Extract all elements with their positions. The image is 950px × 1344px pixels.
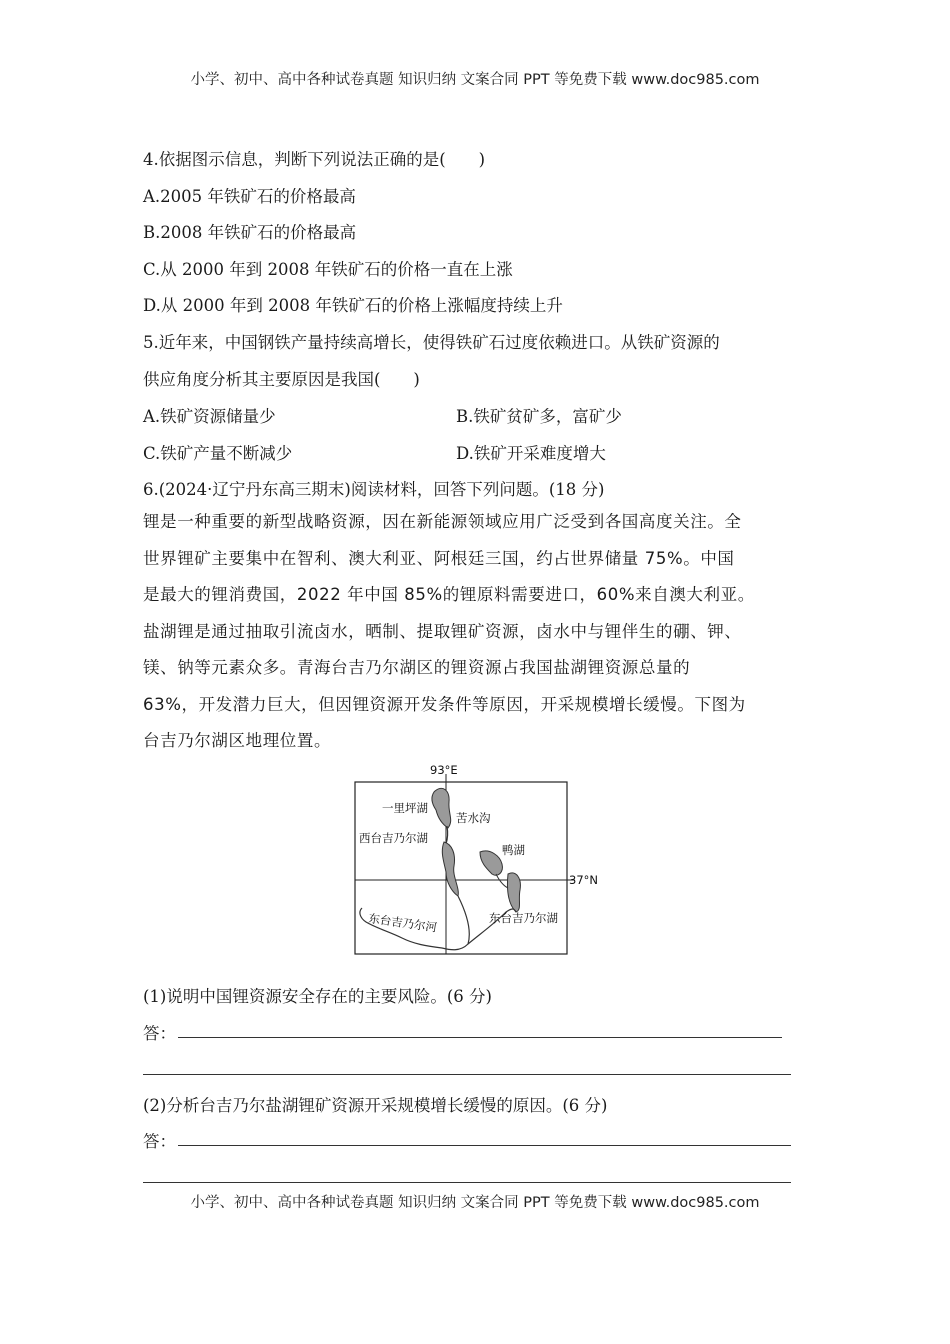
taijinaier-lake-map [330, 762, 610, 962]
material-line: 台吉乃尔湖区地理位置。 [143, 731, 332, 750]
page-header: 小学、初中、高中各种试卷真题 知识归纳 文案合同 PPT 等免费下载 www.doc985.com [190, 72, 760, 88]
material-line: 盐湖锂是通过抽取引流卤水，晒制、提取锂矿资源，卤水中与锂伴生的硼、钾、 [143, 621, 742, 641]
east-lake-label: 东台吉乃尔湖 [489, 911, 558, 925]
q4-option-a: A.2005 年铁矿石的价格最高 [143, 187, 356, 206]
q5-option-a: A.铁矿资源储量少 [143, 407, 276, 426]
ya-lake-shape [480, 851, 502, 875]
q5-option-d: D.铁矿开采难度增大 [456, 444, 606, 463]
lat-label: 37°N [569, 873, 598, 887]
east-taijinaier-lake-shape [507, 873, 520, 912]
q6-stem: 6.(2024·辽宁丹东高三期末)阅读材料，回答下列问题。(18 分) [143, 480, 605, 499]
answer-line[interactable] [178, 1145, 791, 1146]
yahu-label: 鸭湖 [502, 843, 525, 857]
q5-stem-line2: 供应角度分析其主要原因是我国( ) [143, 370, 420, 389]
q5-option-c: C.铁矿产量不断减少 [143, 444, 293, 463]
answer-label-1: 答： [143, 1024, 176, 1043]
material-line: 是最大的锂消费国，2022 年中国 85%的锂原料需要进口，60%来自澳大利亚。 [143, 585, 755, 604]
material-line: 世界锂矿主要集中在智利、澳大利亚、阿根廷三国，约占世界储量 75%。中国 [143, 548, 735, 568]
q5-option-b: B.铁矿贫矿多，富矿少 [456, 407, 622, 426]
answer-line[interactable] [143, 1074, 791, 1075]
yiliping-lake-shape [432, 788, 451, 828]
yiliping-label: 一里坪湖 [382, 801, 428, 815]
q6-material [143, 504, 811, 760]
answer-line[interactable] [143, 1182, 791, 1183]
east-river-label: 东台吉乃尔河 [367, 911, 438, 935]
page-footer: 小学、初中、高中各种试卷真题 知识归纳 文案合同 PPT 等免费下载 www.doc985.com [190, 1195, 760, 1211]
q4-option-b: B.2008 年铁矿石的价格最高 [143, 223, 357, 242]
ya-east-connector [496, 874, 508, 888]
q6-sub1: (1)说明中国锂资源安全存在的主要风险。(6 分) [143, 987, 492, 1006]
answer-label-2: 答： [143, 1132, 176, 1151]
q6-sub2: (2)分析台吉乃尔盐湖锂矿资源开采规模增长缓慢的原因。(6 分) [143, 1096, 608, 1115]
kushuigou-label: 苦水沟 [456, 811, 491, 825]
material-line: 锂是一种重要的新型战略资源，因在新能源领域应用广泛受到各国高度关注。全 [143, 512, 742, 531]
q5-stem-line1: 5.近年来，中国钢铁产量持续高增长，使得铁矿石过度依赖进口。从铁矿资源的 [143, 333, 720, 352]
lon-label: 93°E [430, 763, 458, 777]
q4-option-d: D.从 2000 年到 2008 年铁矿石的价格上涨幅度持续上升 [143, 296, 563, 315]
q4-stem: 4.依据图示信息，判断下列说法正确的是( ) [143, 150, 486, 169]
west-lake-label: 西台吉乃尔湖 [359, 831, 428, 845]
q4-option-c: C.从 2000 年到 2008 年铁矿石的价格一直在上涨 [143, 260, 513, 279]
material-line: 63%，开发潜力巨大，但因锂资源开发条件等原因，开采规模增长缓慢。下图为 [143, 694, 746, 714]
west-taijinaier-lake-shape [442, 842, 458, 896]
material-line: 镁、钠等元素众多。青海台吉乃尔湖区的锂资源占我国盐湖锂资源总量的 [143, 658, 691, 677]
answer-line[interactable] [178, 1037, 782, 1038]
